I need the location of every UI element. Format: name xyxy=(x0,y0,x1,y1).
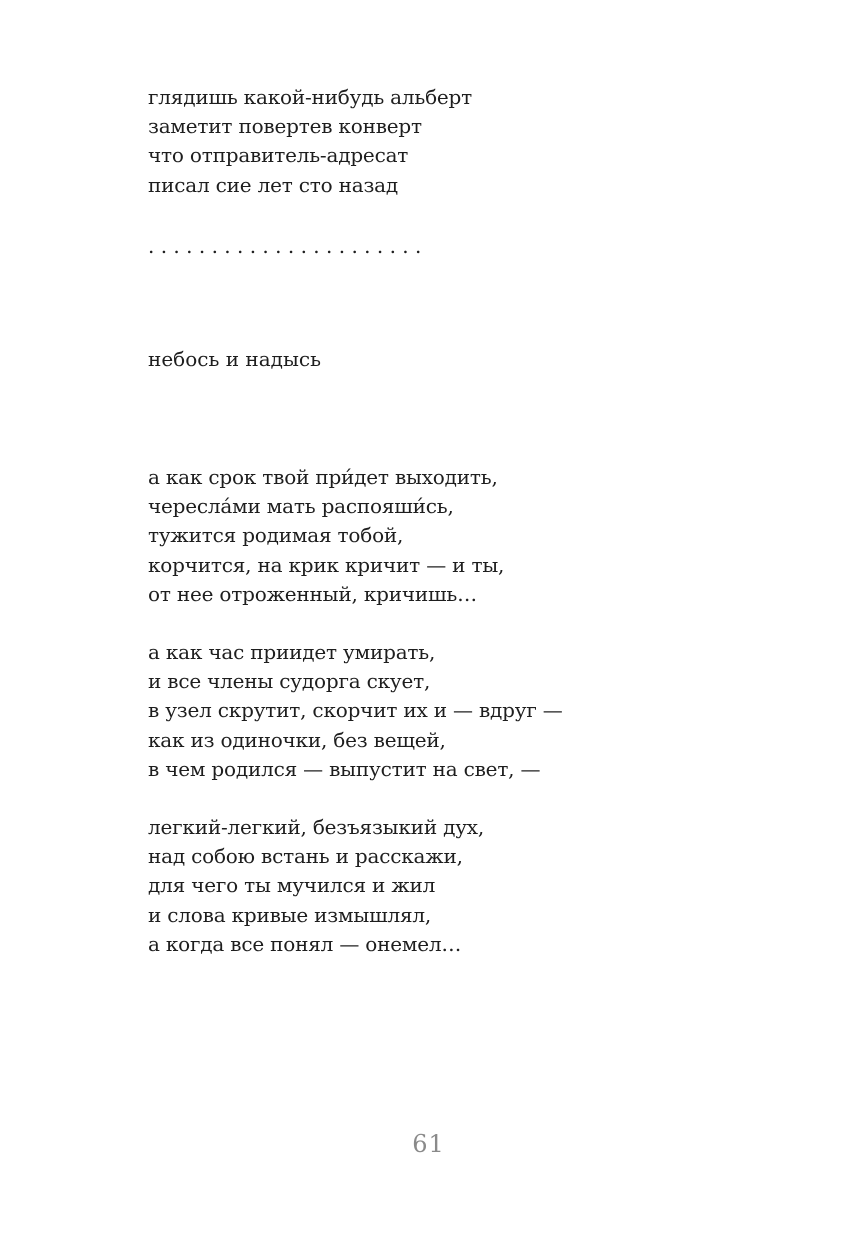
poem-line: заметит повертев конверт xyxy=(148,114,422,139)
poem-title: небось и надысь xyxy=(148,347,321,371)
stanza xyxy=(148,463,504,609)
poem-line: в чем родился — выпустит на свет, — xyxy=(148,756,541,781)
poem-line: а когда все понял — онемел… xyxy=(148,931,462,956)
stanza xyxy=(148,638,563,784)
poem-line: корчится, на крик кричит — и ты, xyxy=(148,552,505,577)
poem-line: для чего ты мучился и жил xyxy=(148,873,436,898)
previous-poem-ending xyxy=(148,83,472,200)
dotted-separator: . . . . . . . . . . . . . . . . . . . . . . xyxy=(148,234,422,258)
poem-line: глядишь какой-нибудь альберт xyxy=(148,85,473,109)
poem-line: легкий-легкий, безъязыкий дух, xyxy=(148,815,485,839)
stanza xyxy=(148,813,484,959)
poem-line: от нее отроженный, кричишь… xyxy=(148,581,477,606)
poem-line: тужится родимая тобой, xyxy=(148,523,404,548)
poem-line: и все члены судорга скует, xyxy=(148,669,431,694)
poem-line: как из одиночки, без вещей, xyxy=(148,727,446,752)
poem-line: и слова кривые измышлял, xyxy=(148,902,432,927)
poem-line: чересла́ми мать распояши́сь, xyxy=(148,494,454,519)
poem-line: а как час приидет умирать, xyxy=(148,640,436,664)
page-number: 61 xyxy=(412,1130,445,1158)
poem-line: что отправитель-адресат xyxy=(148,143,409,168)
poem-line: а как срок твой при́дет выходить, xyxy=(148,465,498,489)
poem-line: писал сие лет сто назад xyxy=(148,172,398,197)
poem-line: в узел скрутит, скорчит их и — вдруг — xyxy=(148,698,563,723)
poem-line: над собою встань и расскажи, xyxy=(148,844,463,869)
